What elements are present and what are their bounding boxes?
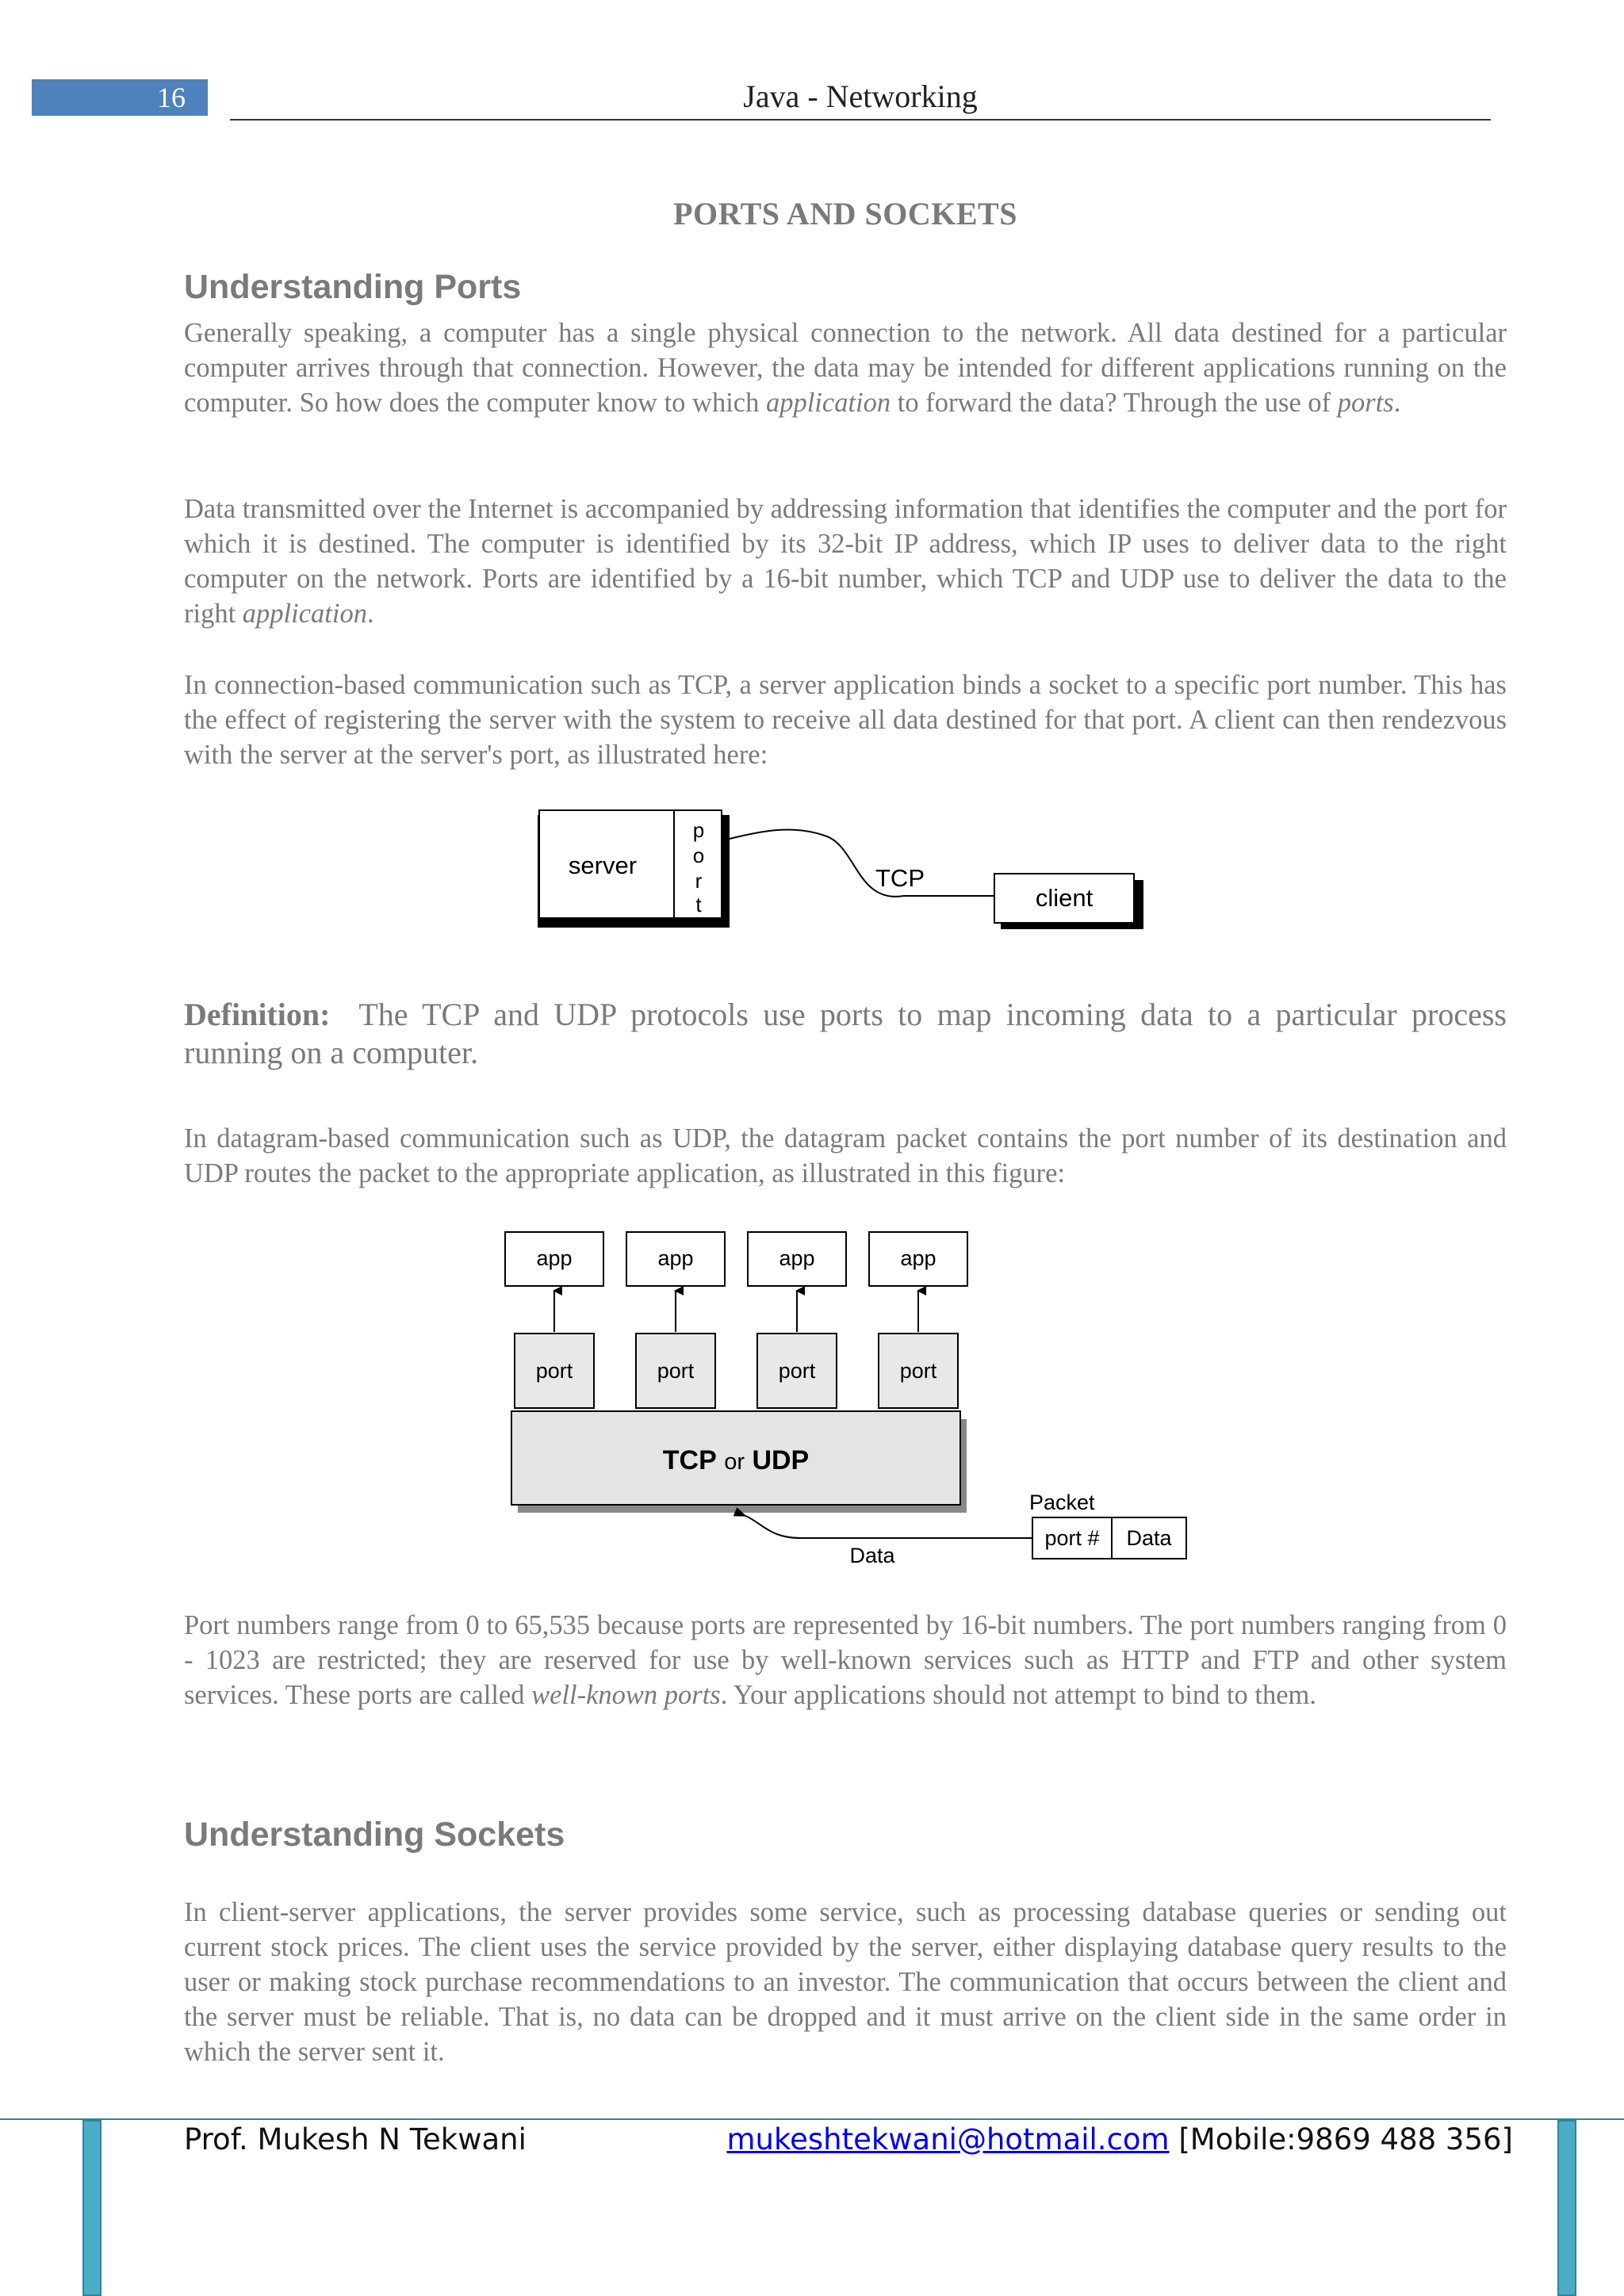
footer-mobile: [Mobile:9869 488 356] — [1178, 2122, 1513, 2156]
heading-understanding-ports: Understanding Ports — [184, 268, 522, 306]
data-arrow-label: Data — [849, 1544, 895, 1567]
svg-text:app: app — [779, 1246, 815, 1270]
udp-ports-figure — [500, 1221, 1197, 1570]
server-label: server — [568, 851, 638, 879]
svg-text:port: port — [899, 1359, 937, 1383]
paragraph-addressing: Data transmitted over the Internet is accompanied by addressing information that identifies the computer and the port for which it is destined. The computer is identified by its 32-bit IP address, which IP uses to deliver data to the right computer on the network. Ports are identified by a 16-bit number, which TCP and UDP use to deliver the data to the right application. — [184, 494, 1507, 629]
paragraph-connection-based: In connection-based communication such as TCP, a server application binds a socket to a specific port number. This has the effect of registering the server with the system to receive all data destined for that port. A client can then rendezvous with the server at the server's port, as illustrated here: — [184, 670, 1507, 770]
footer-bar-right — [1557, 2120, 1576, 2296]
data-arrow — [745, 1516, 1032, 1538]
packet-port: port # — [1044, 1526, 1100, 1550]
footer-bar-left — [82, 2120, 102, 2296]
paragraph-port-numbers: Port numbers range from 0 to 65,535 because ports are represented by 16-bit numbers. The port numbers ranging from 0 - 1023 are restricted; they are reserved for use by well-known services such as HTTP and FTP and other system services. These ports are called well-known ports. Your applications should not attempt to bind to them. — [184, 1610, 1507, 1710]
svg-text:app: app — [900, 1246, 936, 1270]
port-box-3 — [757, 1334, 837, 1408]
port-box-4 — [879, 1334, 958, 1408]
definition: Definition: The TCP and UDP protocols use ports to map incoming data to a particular process running on a computer. — [184, 997, 1507, 1070]
packet-label: Packet — [1029, 1490, 1095, 1514]
footer-author: Prof. Mukesh N Tekwani — [184, 2122, 527, 2156]
definition-label: Definition: — [184, 997, 331, 1032]
port-box-1 — [515, 1334, 594, 1408]
port-box-2 — [636, 1334, 715, 1408]
app-box-3 — [748, 1232, 846, 1286]
tcp-connection-figure — [523, 801, 1158, 943]
port-letter-p: p — [692, 818, 705, 842]
paragraph-datagram: In datagram-based communication such as UDP, the datagram packet contains the port number of its destination and UDP routes the packet to the appropriate application, as illustrated in this figure: — [184, 1123, 1507, 1188]
tcp-label: TCP — [875, 864, 925, 892]
svg-text:port: port — [778, 1359, 816, 1383]
port-letter-t: t — [695, 893, 702, 916]
paragraph-client-server: In client-server applications, the server provides some service, such as processing database queries or sending out current stock prices. The client uses the service provided by the server, either displaying database query results to the user or making stock purchase recommendations to an investor. The communication that occurs between the client and the server must be reliable. That is, no data can be dropped and it must arrive on the client side in the same order in which the server sent it. — [184, 1897, 1507, 2067]
app-box-4 — [869, 1232, 967, 1286]
svg-text:port: port — [657, 1359, 695, 1383]
running-header-title: Java - Networking — [230, 75, 1491, 121]
app-box-1 — [505, 1232, 603, 1286]
app-box-2 — [626, 1232, 725, 1286]
footer-contact — [726, 2120, 1513, 2160]
protocol-label: TCP or UDP — [662, 1445, 810, 1475]
page-number: 16 — [32, 79, 208, 116]
svg-text:app: app — [657, 1246, 694, 1270]
port-letter-o: o — [692, 844, 705, 867]
packet-data: Data — [1126, 1526, 1172, 1550]
svg-text:port: port — [535, 1359, 573, 1383]
section-title: PORTS AND SOCKETS — [673, 196, 1017, 232]
paragraph-ports-intro: Generally speaking, a computer has a single physical connection to the network. All data destined for a particular computer arrives through that connection. However, the data may be intended for different applications running on the computer. So how does the computer know to which application to forward the data? Through the use of ports. — [184, 318, 1507, 418]
client-label: client — [1035, 884, 1094, 912]
tcp-link — [730, 829, 995, 896]
footer-email-link[interactable]: mukeshtekwani@hotmail.com — [726, 2122, 1170, 2156]
svg-text:app: app — [536, 1246, 573, 1270]
heading-understanding-sockets: Understanding Sockets — [184, 1816, 565, 1854]
port-letter-r: r — [695, 869, 703, 893]
